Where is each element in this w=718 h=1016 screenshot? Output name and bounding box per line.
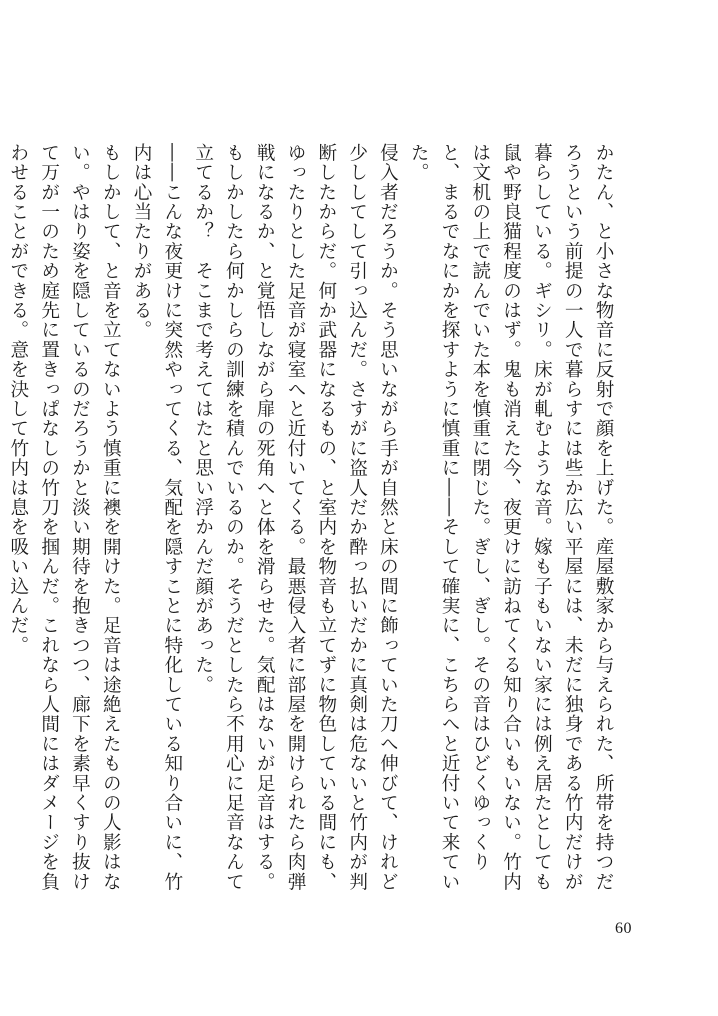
paragraph-1: かたん、と小さな物音に反射で顔を上げた。産屋敷家から与えられた、所帯を持つだろうという前提の一人で暮らすには些か広い平屋には、未だに独身である竹内だけが暮らしている。ギシリ。床が軋むような音。嫁も子もいない家には例え居たとしても鼠や野良猫程度のはず。鬼も消えた今、夜更けに訪ねてくる知り合いもいない。竹内は文机の上で読んでいた本を慎重に閉じた。ぎし、ぎし。その音はひどくゆっくりと、まるでなにかを探すように慎重に――そして確実に、こちらへと近付いて来ていた。 <box>408 143 614 892</box>
paragraph-2: 侵入者だろうか。そう思いながら手が自然と床の間に飾っていた刀へ伸びて、けれど少ししてして引っ込んだ。さすがに盗人だか酔っ払いだかに真剣は危ないと竹内が判断したからだ。何か武器になるもの、と室内を物音も立てずに物色している間にも、ゆったりとした足音が寝室へと近付いてくる。最悪侵入者に部屋を開けられたら肉弾戦になるか、と覚悟しながら扉の死角へと体を滑らせた。気配はないが足音はする。もしかしたら何かしらの訓練を積んでいるのか。そうだとしたら不用心に足音なんて立てるか？ そこまで考えてはたと思い浮かんだ顔があった。 <box>192 143 399 892</box>
body-text <box>7 143 618 898</box>
page-number: 60 <box>615 920 632 937</box>
paragraph-3: ――こんな夜更けに突然やってくる、気配を隠すことに特化している知り合いに、竹内は心当たりがある。 <box>131 143 183 892</box>
paragraph-4: もしかして、と音を立てないよう慎重に襖を開けた。足音は途絶えたものの人影はない。やはり姿を隠しているのだろうかと淡い期待を抱きつつ、廊下を素早くすり抜けて万が一のため庭先に置きっぱなしの竹刀を掴んだ。これなら人間にはダメージを負わせることができる。意を決して竹内は息を吸い込んだ。 <box>7 143 122 892</box>
